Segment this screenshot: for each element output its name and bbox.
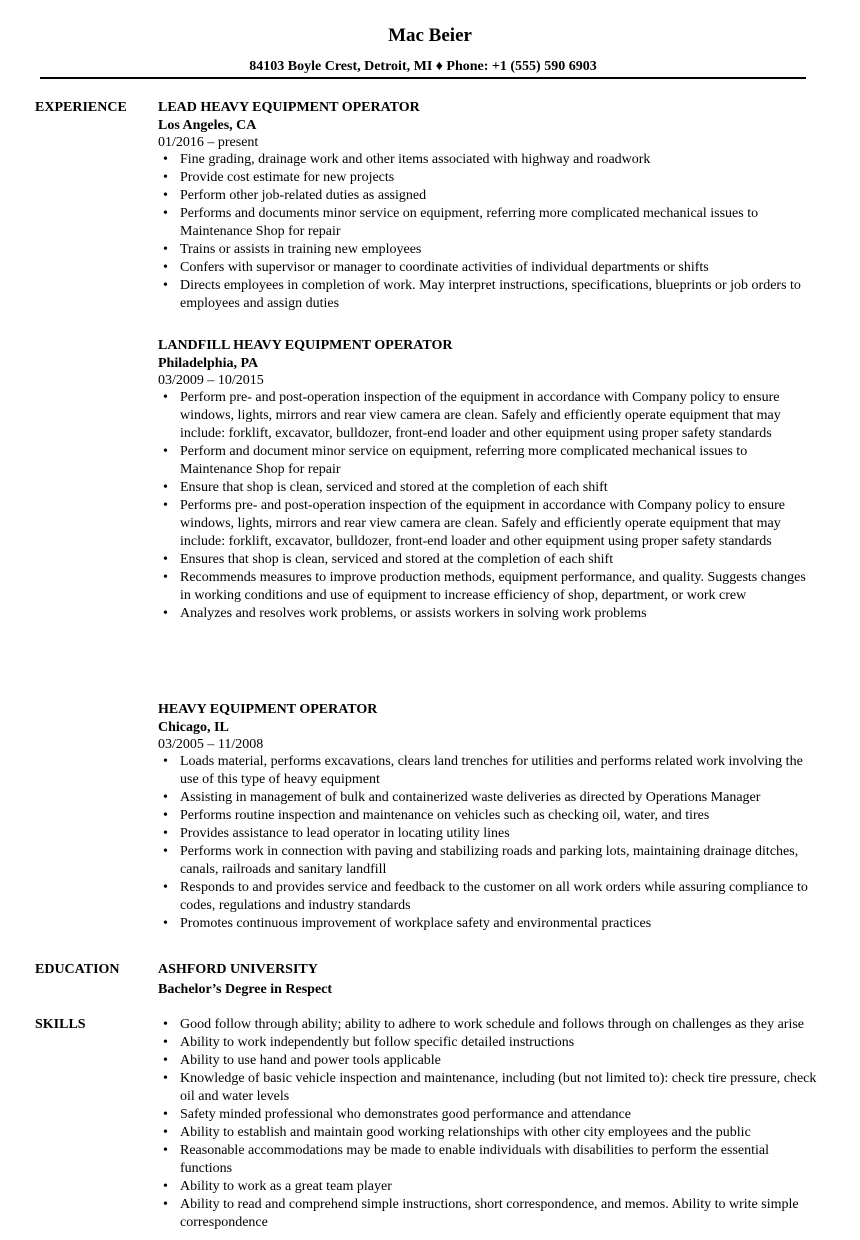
list-item: • Assisting in management of bulk and containerized waste deliveries as directed by Operations Manager	[158, 789, 818, 807]
skills-list	[158, 1016, 818, 1232]
job-duties-list	[158, 753, 818, 933]
list-item: • Perform other job-related duties as assigned	[158, 187, 818, 205]
list-item: • Analyzes and resolves work problems, or assists workers in solving work problems	[158, 605, 818, 623]
list-item: • Ability to establish and maintain good working relationships with other city employees and the public	[158, 1124, 818, 1142]
job-dates: 03/2009 – 10/2015	[158, 373, 264, 388]
school-name: ASHFORD UNIVERSITY	[158, 962, 318, 977]
list-item: • Performs pre- and post-operation inspection of the equipment in accordance with Company policy to ensure windows, lights, mirrors and rear view camera are clean. Safely and efficiently operate equipment that may include: forklift, excavator, bulldozer, front-end loader and other equipment using proper safety standards	[158, 497, 818, 551]
candidate-name: Mac Beier	[388, 25, 472, 46]
degree: Bachelor’s Degree in Respect	[158, 982, 333, 997]
list-item: • Ensure that shop is clean, serviced and stored at the completion of each shift	[158, 479, 818, 497]
list-item: • Confers with supervisor or manager to coordinate activities of individual departments or shifts	[158, 259, 818, 277]
list-item: • Performs and documents minor service on equipment, referring more complicated mechanical issues to Maintenance Shop for repair	[158, 205, 818, 241]
list-item: • Ability to use hand and power tools applicable	[158, 1052, 818, 1070]
list-item: • Perform and document minor service on equipment, referring more complicated mechanical issues to Maintenance Shop for repair	[158, 443, 818, 479]
list-item: • Good follow through ability; ability to adhere to work schedule and follows through on challenges as they arise	[158, 1016, 818, 1034]
skills-entry	[158, 1016, 818, 1232]
list-item: • Trains or assists in training new employees	[158, 241, 818, 259]
list-item: • Performs work in connection with paving and stabilizing roads and parking lots, maintaining drainage ditches, canals, railroads and sanitary landfill	[158, 843, 818, 879]
job-duties-list	[158, 389, 818, 623]
job-location: Chicago, IL	[158, 720, 229, 735]
list-item: • Responds to and provides service and feedback to the customer on all work orders while assuring compliance to codes, regulations and industry standards	[158, 879, 818, 915]
job-dates: 01/2016 – present	[158, 135, 259, 150]
list-item: • Ensures that shop is clean, serviced and stored at the completion of each shift	[158, 551, 818, 569]
list-item: • Loads material, performs excavations, clears land trenches for utilities and performs related work involving the use of this type of heavy equipment	[158, 753, 818, 789]
list-item: • Ability to work as a great team player	[158, 1178, 818, 1196]
list-item: • Provides assistance to lead operator in locating utility lines	[158, 825, 818, 843]
list-item: • Safety minded professional who demonstrates good performance and attendance	[158, 1106, 818, 1124]
job-title: HEAVY EQUIPMENT OPERATOR	[158, 702, 378, 717]
list-item: • Perform pre- and post-operation inspection of the equipment in accordance with Company policy to ensure windows, lights, mirrors and rear view camera are clean. Safely and efficiently operate equipment that may include: forklift, excavator, bulldozer, front-end loader and other equipment using proper safety standards	[158, 389, 818, 443]
list-item: • Promotes continuous improvement of workplace safety and environmental practices	[158, 915, 818, 933]
job-title: LEAD HEAVY EQUIPMENT OPERATOR	[158, 100, 420, 115]
job-entry	[158, 701, 818, 933]
list-item: • Fine grading, drainage work and other items associated with highway and roadwork	[158, 151, 818, 169]
list-item: • Ability to work independently but follow specific detailed instructions	[158, 1034, 818, 1052]
experience-section-label: EXPERIENCE	[35, 100, 127, 115]
list-item: • Directs employees in completion of work. May interpret instructions, specifications, blueprints or job orders to employees and assign duties	[158, 277, 818, 313]
header-divider	[40, 77, 806, 79]
education-section-label: EDUCATION	[35, 962, 120, 977]
job-dates: 03/2005 – 11/2008	[158, 737, 264, 752]
list-item: • Performs routine inspection and maintenance on vehicles such as checking oil, water, and tires	[158, 807, 818, 825]
list-item: • Provide cost estimate for new projects	[158, 169, 818, 187]
job-title: LANDFILL HEAVY EQUIPMENT OPERATOR	[158, 338, 453, 353]
job-entry	[158, 99, 818, 313]
job-location: Philadelphia, PA	[158, 356, 259, 371]
list-item: • Recommends measures to improve production methods, equipment performance, and quality. Suggests changes in working conditions and use of equipment to increase efficiency of shop, department, or work crew	[158, 569, 818, 605]
education-entry	[158, 961, 818, 1001]
list-item: • Ability to read and comprehend simple instructions, short correspondence, and memos. Ability to write simple correspondence	[158, 1196, 818, 1232]
job-duties-list	[158, 151, 818, 313]
job-location: Los Angeles, CA	[158, 118, 257, 133]
list-item: • Reasonable accommodations may be made to enable individuals with disabilities to perform the essential functions	[158, 1142, 818, 1178]
job-entry	[158, 337, 818, 623]
list-item: • Knowledge of basic vehicle inspection and maintenance, including (but not limited to): check tire pressure, check oil and water levels	[158, 1070, 818, 1106]
skills-section-label: SKILLS	[35, 1017, 86, 1032]
contact-line: 84103 Boyle Crest, Detroit, MI ♦ Phone: +1 (555) 590 6903	[249, 59, 597, 74]
